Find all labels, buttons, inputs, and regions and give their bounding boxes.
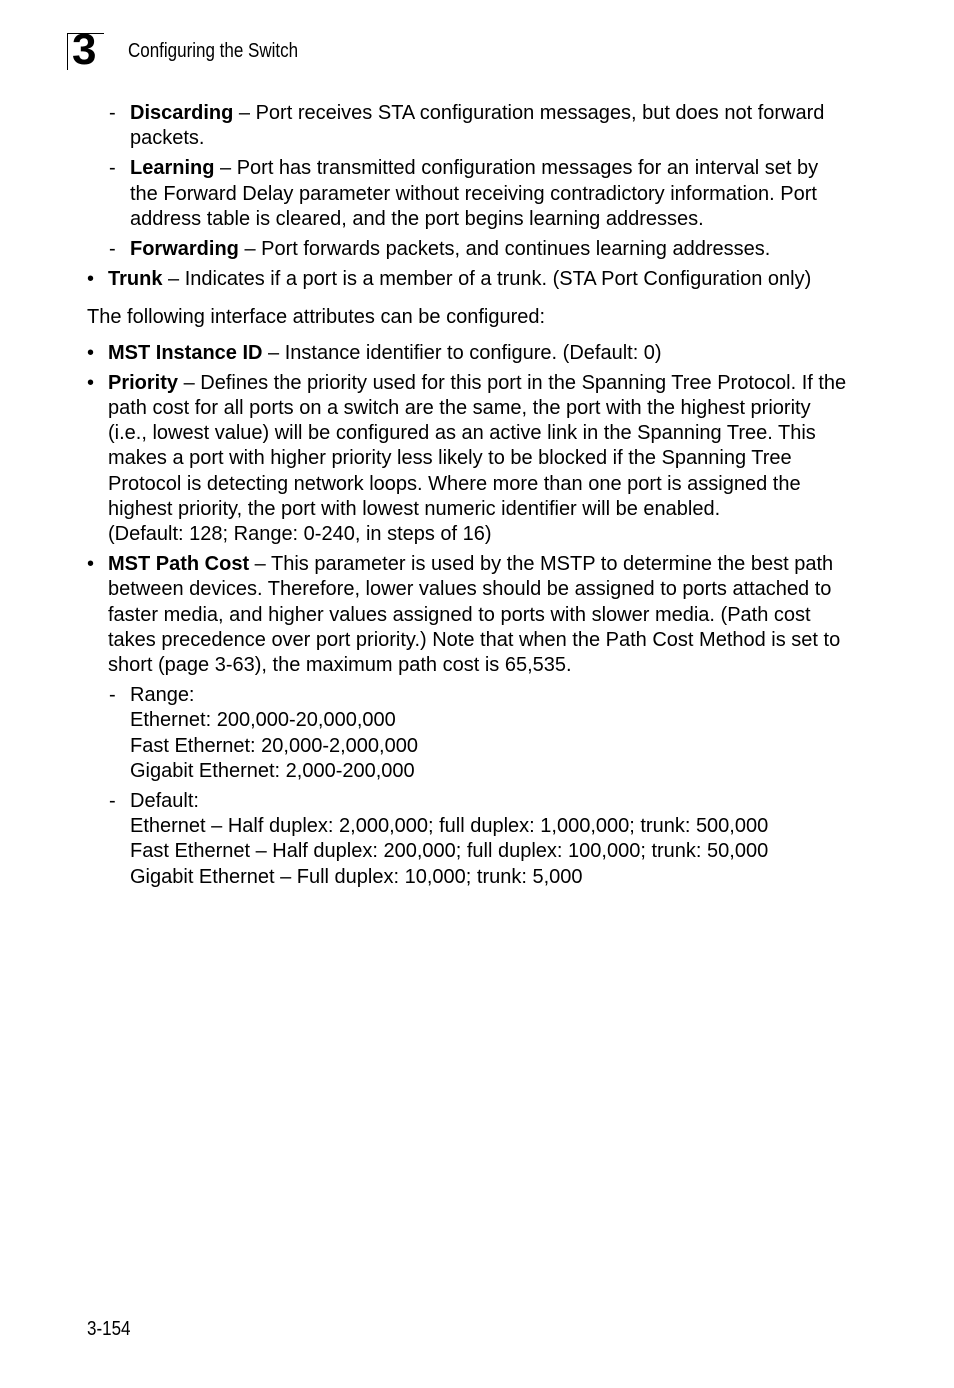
state-item-forwarding bbox=[87, 237, 847, 262]
default-label: Default: bbox=[130, 790, 199, 813]
description: – Port has transmitted configuration messages for an interval set by the Forward Delay parameter without receiving contradictory information. Port address table is cleared, and the port begins learning addresses. bbox=[130, 157, 819, 230]
dash-marker: - bbox=[109, 157, 116, 180]
header-title: Configuring the Switch bbox=[128, 40, 299, 62]
bullet-marker: • bbox=[87, 341, 95, 364]
dash-marker: - bbox=[109, 790, 116, 813]
path-cost-default bbox=[87, 789, 847, 890]
range-line: Gigabit Ethernet: 2,000-200,000 bbox=[130, 759, 415, 782]
bullet-marker: • bbox=[87, 553, 95, 576]
list-item-path-cost bbox=[87, 552, 847, 678]
default-line: Gigabit Ethernet – Full duplex: 10,000; trunk: 5,000 bbox=[130, 865, 583, 888]
range-line: Fast Ethernet: 20,000-2,000,000 bbox=[130, 734, 418, 757]
range-line: Ethernet: 200,000-20,000,000 bbox=[130, 709, 396, 732]
state-item-learning bbox=[87, 156, 847, 232]
term: Trunk bbox=[108, 268, 163, 291]
term: Forwarding bbox=[130, 238, 239, 261]
description: – Defines the priority used for this port in the Spanning Tree Protocol. If the path cost for all ports on a switch are the same, the port with the highest priority (i.e., lowest value) will be configured as an active link in the Spanning Tree. This makes a port with higher priority less likely to be blocked if the Spanning Tree Protocol is detecting network loops. Where more than one port is assigned the highest priority, the port with lowest numeric identifier will be enabled. bbox=[108, 371, 847, 520]
list-item-priority bbox=[87, 371, 847, 547]
description: – Instance identifier to configure. (Default: 0) bbox=[262, 341, 662, 364]
term: MST Instance ID bbox=[108, 341, 263, 364]
page-number: 3-154 bbox=[87, 1318, 131, 1340]
page-content bbox=[87, 101, 847, 890]
term: Learning bbox=[130, 157, 215, 180]
intro-paragraph: The following interface attributes can be configured: bbox=[87, 306, 546, 329]
state-item-discarding bbox=[87, 101, 847, 151]
term: MST Path Cost bbox=[108, 553, 250, 576]
term: Discarding bbox=[130, 102, 234, 124]
list-item-trunk bbox=[87, 267, 847, 292]
list-item-mst-instance bbox=[87, 341, 847, 366]
bullet-marker: • bbox=[87, 371, 95, 394]
range-label: Range: bbox=[130, 684, 195, 707]
dash-marker: - bbox=[109, 238, 116, 261]
description: – Port receives STA configuration messages, but does not forward packets. bbox=[130, 102, 825, 150]
description: – Port forwards packets, and continues learning addresses. bbox=[238, 238, 771, 261]
default-line: Ethernet – Half duplex: 2,000,000; full duplex: 1,000,000; trunk: 500,000 bbox=[130, 815, 769, 838]
bullet-marker: • bbox=[87, 268, 95, 291]
priority-default: (Default: 128; Range: 0-240, in steps of 16) bbox=[108, 523, 492, 546]
path-cost-range bbox=[87, 683, 847, 784]
default-line: Fast Ethernet – Half duplex: 200,000; full duplex: 100,000; trunk: 50,000 bbox=[130, 840, 769, 863]
chapter-number: 3 bbox=[72, 25, 97, 74]
description: – This parameter is used by the MSTP to determine the best path between devices. Therefore, lower values should be assigned to ports attached to faster media, and higher values assigned to ports with slower media. (Path cost takes precedence over port priority.) Note that when the Path Cost Method is set to short (page 3-63), the maximum path cost is 65,535. bbox=[108, 553, 841, 677]
dash-marker: - bbox=[109, 684, 116, 707]
chapter-badge bbox=[67, 25, 104, 74]
dash-marker: - bbox=[109, 102, 116, 124]
term: Priority bbox=[108, 371, 179, 394]
description: – Indicates if a port is a member of a trunk. (STA Port Configuration only) bbox=[162, 268, 812, 291]
